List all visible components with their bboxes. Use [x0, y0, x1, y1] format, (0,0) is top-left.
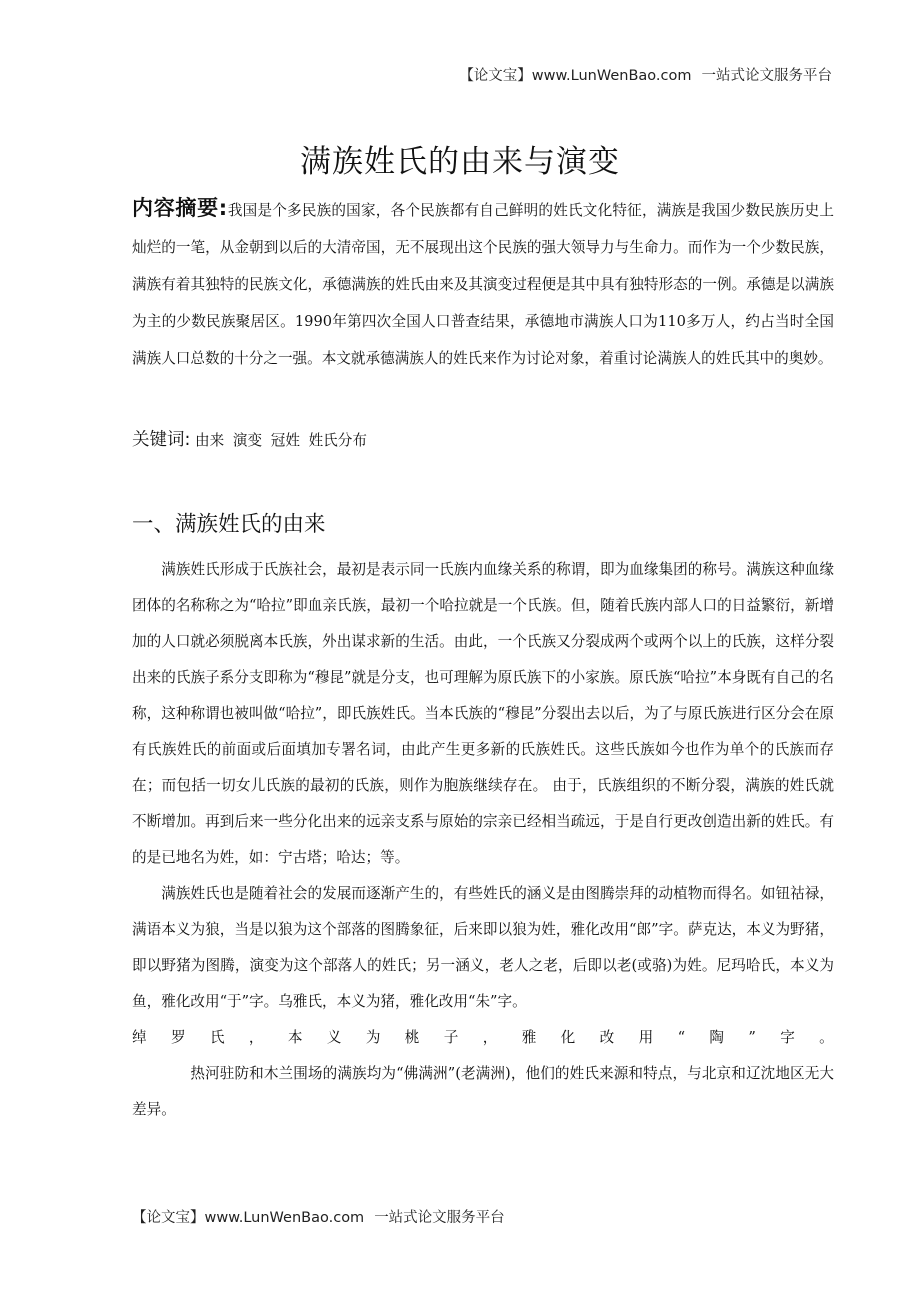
- keyword-item: 姓氏分布: [308, 432, 367, 449]
- keywords: [132, 425, 834, 456]
- page-header: [459, 64, 832, 85]
- header-slogan: 一站式论文服务平台: [701, 68, 832, 84]
- justified-char: 桃: [404, 1029, 420, 1046]
- footer-slogan: 一站式论文服务平台: [374, 1210, 505, 1226]
- justified-char: 绰: [132, 1029, 147, 1046]
- page-footer: [132, 1206, 505, 1227]
- justified-char: 陶: [709, 1029, 724, 1046]
- header-brand[interactable]: 【论文宝】www.LunWenBao.com: [459, 68, 692, 84]
- document-body: [132, 190, 834, 1128]
- justified-char: 。: [819, 1029, 834, 1046]
- justified-char: 改: [599, 1029, 615, 1046]
- keywords-label: 关键词:: [132, 430, 191, 450]
- body-paragraph-3: 热河驻防和木兰围场的满族均为“佛满洲”(老满洲)，他们的姓氏来源和特点，与北京和辽沈地区无大差异。: [132, 1065, 834, 1118]
- justified-char: 义: [326, 1029, 342, 1046]
- section-heading: 一、满族姓氏的由来: [132, 512, 326, 537]
- abstract: [132, 190, 834, 377]
- keyword-item: 冠姓: [270, 432, 300, 449]
- abstract-text: 我国是个多民族的国家，各个民族都有自己鲜明的姓氏文化特征，满族是我国少数民族历史上灿烂的一笔，从金朝到以后的大清帝国，无不展现出这个民族的强大领导力与生命力。而作为一个少数民族，满族有着其独特的民族文化，承德满族的姓氏由来及其演变过程便是其中具有独特形态的一例。承德是以满族为主的少数民族聚居区。1990年第四次全国人口普查结果，承德地市满族人口为110多万人，约占当时全国满族人口总数的十分之一强。本文就承德满族人的姓氏来作为讨论对象，着重讨论满族人的姓氏其中的奥妙。: [132, 202, 834, 367]
- document-title: 满族姓氏的由来与演变: [300, 144, 620, 180]
- justified-char: ，: [482, 1029, 498, 1046]
- justified-line: [132, 1020, 834, 1056]
- justified-char: ，: [248, 1029, 264, 1046]
- justified-char: 氏: [209, 1029, 225, 1046]
- keyword-item: 由来: [195, 432, 225, 449]
- justified-char: 为: [365, 1029, 381, 1046]
- justified-char: 雅: [521, 1029, 537, 1046]
- justified-char: 字: [780, 1029, 795, 1046]
- justified-char: 用: [638, 1029, 654, 1046]
- justified-char: 本: [287, 1029, 303, 1046]
- footer-brand[interactable]: 【论文宝】www.LunWenBao.com: [132, 1210, 365, 1226]
- body-paragraph-2: 满族姓氏也是随着社会的发展而逐渐产生的，有些姓氏的涵义是由图腾崇拜的动植物而得名。如钮祜禄，满语本义为狼，当是以狼为这个部落的图腾象征，后来即以狼为姓，雅化改用“郎”字。萨克达，本义为野猪，即以野猪为图腾，演变为这个部落人的姓氏；另一涵义，老人之老，后即以老(或骆)为姓。尼玛哈氏，本义为鱼，雅化改用“于”字。乌雅氏，本义为猪，雅化改用“朱”字。: [132, 885, 834, 1010]
- justified-char: “: [677, 1029, 686, 1046]
- keyword-item: 演变: [232, 432, 263, 449]
- abstract-label: 内容摘要:: [132, 196, 228, 220]
- justified-char: 子: [443, 1029, 459, 1046]
- justified-char: 化: [560, 1029, 576, 1046]
- justified-char: 罗: [170, 1029, 186, 1046]
- justified-char: ”: [748, 1029, 756, 1046]
- body-paragraph-1: 满族姓氏形成于氏族社会，最初是表示同一氏族内血缘关系的称谓，即为血缘集团的称号。满族这种血缘团体的名称称之为“哈拉”即血亲氏族，最初一个哈拉就是一个氏族。但，随着氏族内部人口的日益繁衍，新增加的人口就必须脱离本氏族，外出谋求新的生活。由此，一个氏族又分裂成两个或两个以上的氏族，这样分裂出来的氏族子系分支即称为“穆昆”就是分支，也可理解为原氏族下的小家族。原氏族“哈拉”本身既有自己的名称，这种称谓也被叫做“哈拉”，即氏族姓氏。当本氏族的“穆昆”分裂出去以后，为了与原氏族进行区分会在原有氏族姓氏的前面或后面填加专署名词，由此产生更多新的氏族姓氏。这些氏族如今也作为单个的氏族而存在；而包括一切女儿氏族的最初的氏族，则作为胞族继续存在。 由于，氏族组织的不断分裂，满族的姓氏就不断增加。再到后来一些分化出来的远亲支系与原始的宗亲已经相当疏远，于是自行更改创造出新的姓氏。有的是已地名为姓，如：宁古塔；哈达；等。: [132, 561, 834, 866]
